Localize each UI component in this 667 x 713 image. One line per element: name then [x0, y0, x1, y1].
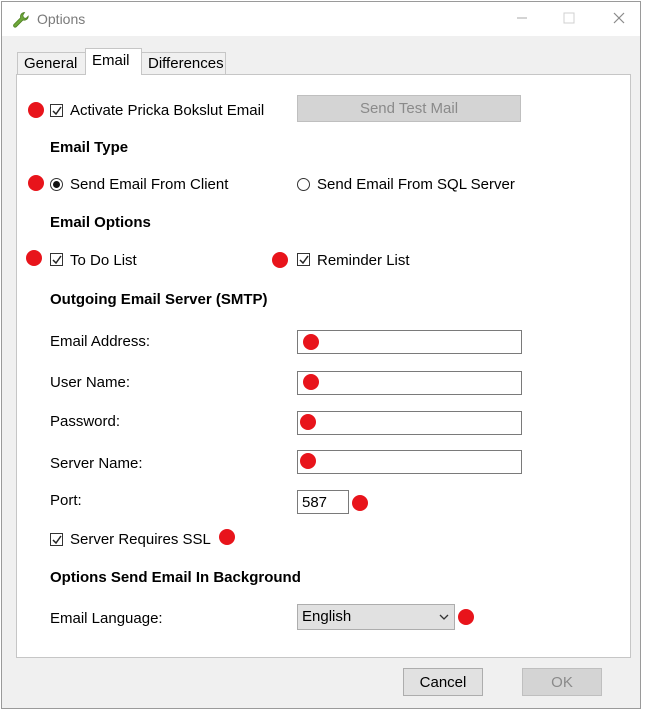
- send-from-client-label: Send Email From Client: [70, 176, 229, 193]
- ssl-checkbox[interactable]: [50, 533, 63, 546]
- email-language-label: Email Language:: [50, 610, 163, 627]
- annotation-marker: [303, 334, 319, 350]
- checkmark-icon: [299, 255, 309, 265]
- send-test-mail-button[interactable]: Send Test Mail: [297, 95, 521, 122]
- annotation-marker: [300, 414, 316, 430]
- user-name-label: User Name:: [50, 374, 131, 391]
- maximize-button[interactable]: [555, 6, 583, 30]
- maximize-icon: [563, 12, 575, 24]
- email-address-label: Email Address:: [50, 333, 151, 350]
- email-type-heading: Email Type: [50, 139, 129, 156]
- ok-button[interactable]: OK: [522, 668, 602, 696]
- port-label: Port:: [50, 492, 82, 509]
- chevron-down-icon: [438, 611, 450, 623]
- annotation-marker: [303, 374, 319, 390]
- checkmark-icon: [52, 535, 62, 545]
- annotation-marker: [28, 102, 44, 118]
- annotation-marker: [352, 495, 368, 511]
- email-address-input[interactable]: [297, 330, 522, 354]
- server-name-label: Server Name:: [50, 455, 143, 472]
- window-title: Options: [37, 11, 86, 27]
- tab-differences[interactable]: Differences: [141, 52, 226, 74]
- annotation-marker: [219, 529, 235, 545]
- send-from-client-radio[interactable]: [50, 178, 63, 191]
- cancel-button[interactable]: Cancel: [403, 668, 483, 696]
- todo-list-checkbox[interactable]: [50, 253, 63, 266]
- options-dialog: [1, 1, 641, 709]
- port-input[interactable]: [297, 490, 349, 514]
- password-label: Password:: [50, 413, 121, 430]
- user-name-input[interactable]: [297, 371, 522, 395]
- activate-email-label: Activate Pricka Bokslut Email: [70, 102, 265, 119]
- send-from-sql-radio[interactable]: [297, 178, 310, 191]
- annotation-marker: [458, 609, 474, 625]
- send-from-sql-label: Send Email From SQL Server: [317, 176, 515, 193]
- email-language-value: English: [302, 608, 352, 625]
- radio-selected-dot: [53, 181, 60, 188]
- password-input[interactable]: [297, 411, 522, 435]
- close-button[interactable]: [605, 6, 633, 30]
- email-language-select[interactable]: [297, 604, 455, 630]
- annotation-marker: [300, 453, 316, 469]
- smtp-heading: Outgoing Email Server (SMTP): [50, 291, 268, 308]
- email-options-heading: Email Options: [50, 214, 151, 231]
- todo-list-label: To Do List: [70, 252, 137, 269]
- title-bar: [2, 2, 640, 36]
- annotation-marker: [26, 250, 42, 266]
- annotation-marker: [272, 252, 288, 268]
- server-name-input[interactable]: [297, 450, 522, 474]
- tab-email[interactable]: Email: [85, 48, 142, 75]
- minimize-button[interactable]: [508, 6, 536, 30]
- email-tab-panel: [16, 74, 631, 658]
- ssl-label: Server Requires SSL: [70, 531, 211, 548]
- reminder-list-label: Reminder List: [317, 252, 410, 269]
- activate-email-checkbox[interactable]: [50, 104, 63, 117]
- checkmark-icon: [52, 255, 62, 265]
- reminder-list-checkbox[interactable]: [297, 253, 310, 266]
- wrench-icon: [12, 11, 30, 29]
- minimize-icon: [516, 12, 528, 24]
- checkmark-icon: [52, 106, 62, 116]
- close-icon: [613, 12, 625, 24]
- background-heading: Options Send Email In Background: [50, 569, 301, 586]
- tab-general[interactable]: General: [17, 52, 86, 74]
- annotation-marker: [28, 175, 44, 191]
